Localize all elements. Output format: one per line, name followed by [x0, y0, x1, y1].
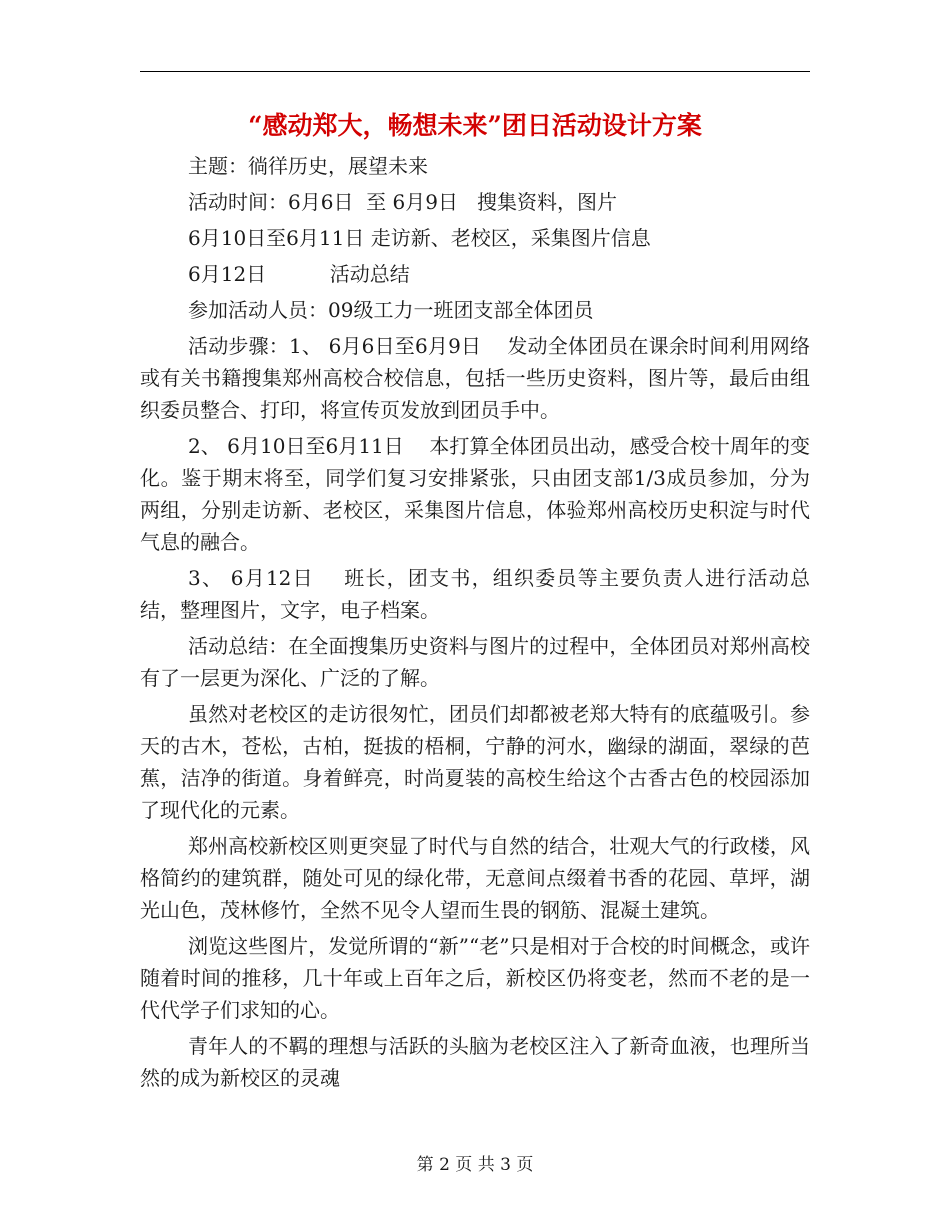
paragraph-step-1: 活动步骤：1、 6月6日至6月9日 发动全体团员在课余时间利用网络或有关书籍搜集郑州高校合校信息，包括一些历史资料，图片等，最后由组织委员整合、打印，将宣传页发放到团员手中。 [140, 334, 810, 422]
paragraph-participants: 参加活动人员：09级工力一班团支部全体团员 [188, 298, 594, 322]
paragraph-closing: 青年人的不羁的理想与活跃的头脑为老校区注入了新奇血液，也理所当然的成为新校区的灵魂 [140, 1034, 810, 1090]
paragraph-old-campus: 虽然对老校区的走访很匆忙，团员们却都被老郑大特有的底蕴吸引。参天的古木，苍松，古柏，挺拔的梧桐，宁静的河水，幽绿的湖面，翠绿的芭蕉，洁净的街道。身着鲜亮，时尚夏装的高校生给这个古香古色的校园添加了现代化的元素。 [140, 702, 810, 822]
document-body [140, 150, 810, 1098]
paragraph-new-campus: 郑州高校新校区则更突显了时代与自然的结合，壮观大气的行政楼，风格简约的建筑群，随处可见的绿化带，无意间点缀着书香的花园、草坪，湖光山色，茂林修竹，全然不见令人望而生畏的钢筋、混凝土建筑。 [140, 834, 810, 922]
paragraph-visit-dates: 6月10日至6月11日 走访新、老校区，采集图片信息 [188, 226, 651, 250]
paragraph-summary: 活动总结：在全面搜集历史资料与图片的过程中，全体团员对郑州高校有了一层更为深化、广泛的了解。 [140, 634, 810, 690]
paragraph-step-2: 2、 6月10日至6月11日 本打算全体团员出动，感受合校十周年的变化。鉴于期末将至，同学们复习安排紧张，只由团支部1/3成员参加，分为两组，分别走访新、老校区，采集图片信息，体验郑州高校历史积淀与时代气息的融合。 [140, 434, 810, 554]
paragraph-activity-time: 活动时间：6月6日 至 6月9日 搜集资料，图片 [188, 190, 618, 214]
paragraph-theme: 主题：徜徉历史，展望未来 [188, 154, 428, 178]
paragraph-reflection: 浏览这些图片，发觉所谓的“新”“老”只是相对于合校的时间概念，或许随着时间的推移，几十年或上百年之后，新校区仍将变老，然而不老的是一代代学子们求知的心。 [140, 934, 810, 1022]
document-title: “感动郑大，畅想未来”团日活动设计方案 [248, 111, 702, 140]
paragraph-step-3: 3、 6月12日 班长，团支书，组织委员等主要负责人进行活动总结，整理图片，文字，电子档案。 [140, 566, 810, 622]
page-number: 第 2 页 共 3 页 [416, 1155, 534, 1175]
header-rule [140, 71, 810, 72]
paragraph-summary-date: 6月12日 活动总结 [188, 262, 410, 286]
